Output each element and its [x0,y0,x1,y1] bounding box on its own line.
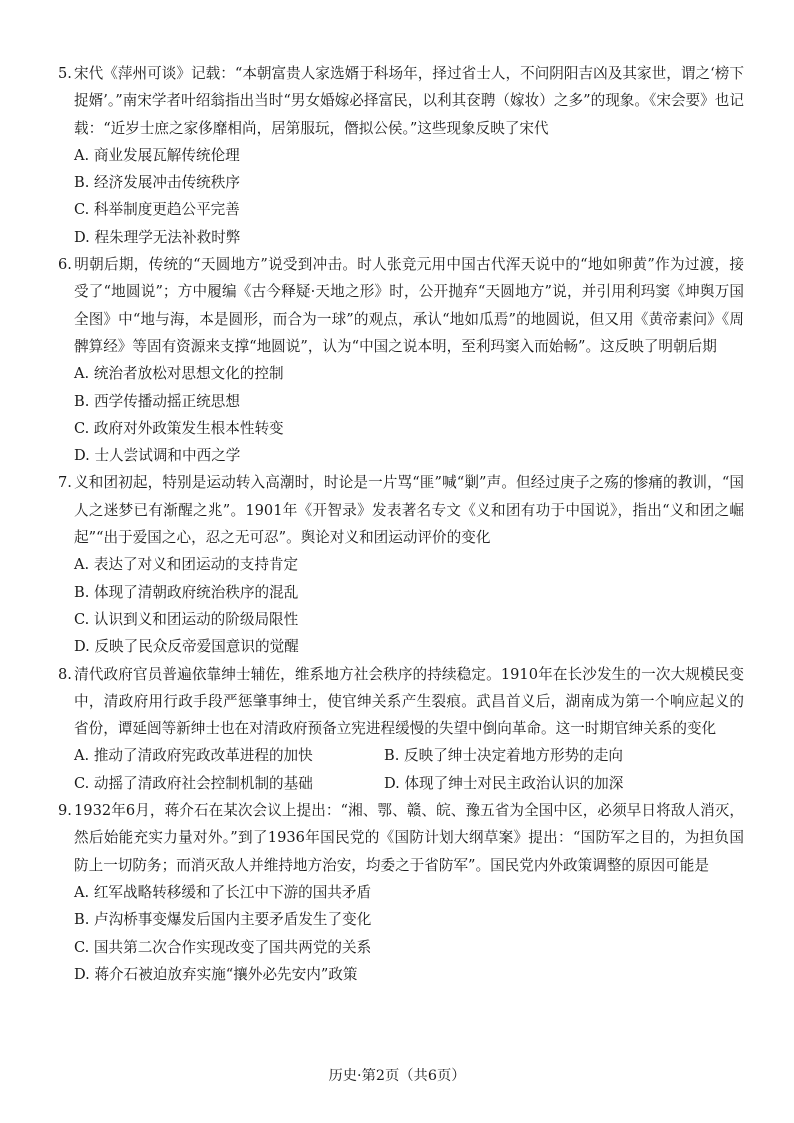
question-number: 6. [58,256,72,274]
option-d: D. 程朱理学无法补救时弊 [74,228,241,246]
option-list [58,142,744,251]
option-list [58,551,744,660]
question-8 [58,661,744,797]
option-list [58,879,744,988]
option-a: A. 商业发展瓦解传统伦理 [74,146,240,164]
question-text: 义和团初起，特别是运动转入高潮时，时论是一片骂“匪”喊“剿”声。但经过庚子之殇的惨痛的教训，“国人之迷梦已有渐醒之兆”。1901年《开智录》发表著名专文《义和团有功于中国说》，指出“义和团之崛起”“出于爱国之心，忍之无可忍”。舆论对义和团运动评价的变化 [74,474,744,547]
question-text: 宋代《萍州可谈》记载：“本朝富贵人家选婿于科场年，择过省士人，不问阴阳吉凶及其家世，谓之‘榜下捉婿’。”南宋学者叶绍翁指出当时“男女婚嫁必择富民，以利其奁聘（嫁妆）之多”的现象。《宋会要》也记载：“近岁士庶之家侈靡相尚，居第服玩，僭拟公侯。”这些现象反映了宋代 [74,65,744,137]
question-number: 9. [58,802,72,820]
option-d: D. 反映了民众反帝爱国意识的觉醒 [74,638,299,656]
option-row [74,742,744,769]
option-b: B. 西学传播动摇正统思想 [74,392,240,410]
option-c: C. 国共第二次合作实现改变了国共两党的关系 [74,938,372,956]
question-5 [58,60,744,251]
option-d: D. 体现了绅士对民主政治认识的加深 [384,774,624,792]
option-list [58,360,744,469]
option-d: D. 士人尝试调和中西之学 [74,447,241,465]
option-d: D. 蒋介石被迫放弃实施“攘外必先安内”政策 [74,965,358,983]
option-row [74,770,744,797]
option-c: C. 科举制度更趋公平完善 [74,201,240,219]
option-a: A. 表达了对义和团运动的支持肯定 [74,556,299,574]
option-list [58,742,744,797]
option-a: A. 推动了清政府宪政改革进程的加快 [74,747,313,765]
question-number: 8. [58,665,72,683]
question-text: 明朝后期，传统的“天圆地方”说受到冲击。时人张竞元用中国古代浑天说中的“地如卵黄”作为过渡，接受了“地圆说”；方中履编《古今释疑·天地之形》时，公开抛弃“天圆地方”说，并引用利玛窦《坤舆万国全图》中“地与海，本是圆形，而合为一球”的观点，承认“地如瓜焉”的地圆说，但又用《黄帝素问》《周髀算经》等固有资源来支撑“地圆说”，认为“中国之说本明，至利玛窦入而始畅”。这反映了明朝后期 [74,256,744,355]
question-stem [58,469,744,551]
option-b: B. 体现了清朝政府统治秩序的混乱 [74,583,299,601]
question-text: 清代政府官员普遍依靠绅士辅佐，维系地方社会秩序的持续稳定。1910年在长沙发生的一次大规模民变中，清政府用行政手段严惩肇事绅士，使官绅关系产生裂痕。武昌首义后，湖南成为第一个响应起义的省份，谭延闿等新绅士也在对清政府预备立宪进程缓慢的失望中倒向革命。这一时期官绅关系的变化 [74,665,744,738]
option-a: A. 红军战略转移缓和了长江中下游的国共矛盾 [74,883,372,901]
question-number: 5. [58,65,72,82]
option-c: C. 政府对外政策发生根本性转变 [74,419,284,437]
question-stem [58,797,744,879]
question-stem [58,251,744,360]
page-footer: 历史·第2页（共6页） [328,1068,466,1084]
question-stem [58,661,744,743]
question-9 [58,797,744,988]
option-c: C. 动摇了清政府社会控制机制的基础 [74,774,313,792]
question-7 [58,469,744,660]
option-c: C. 认识到义和团运动的阶级局限性 [74,610,299,628]
question-stem [58,60,744,142]
question-6 [58,251,744,469]
question-text: 1932年6月，蒋介石在某次会议上提出：“湘、鄂、赣、皖、豫五省为全国中区，必须早日将敌人消灭，然后始能充实力量对外。”到了1936年国民党的《国防计划大纲草案》提出：“国防军之目的，为担负国防上一切防务；而消灭敌人并维持地方治安，均委之于省防军”。国民党内外政策调整的原因可能是 [74,802,744,874]
option-b: B. 卢沟桥事变爆发后国内主要矛盾发生了变化 [74,911,372,929]
option-b: B. 经济发展冲击传统秩序 [74,174,240,192]
question-number: 7. [58,474,72,492]
option-b: B. 反映了绅士决定着地方形势的走向 [384,747,623,765]
option-a: A. 统治者放松对思想文化的控制 [74,365,284,383]
